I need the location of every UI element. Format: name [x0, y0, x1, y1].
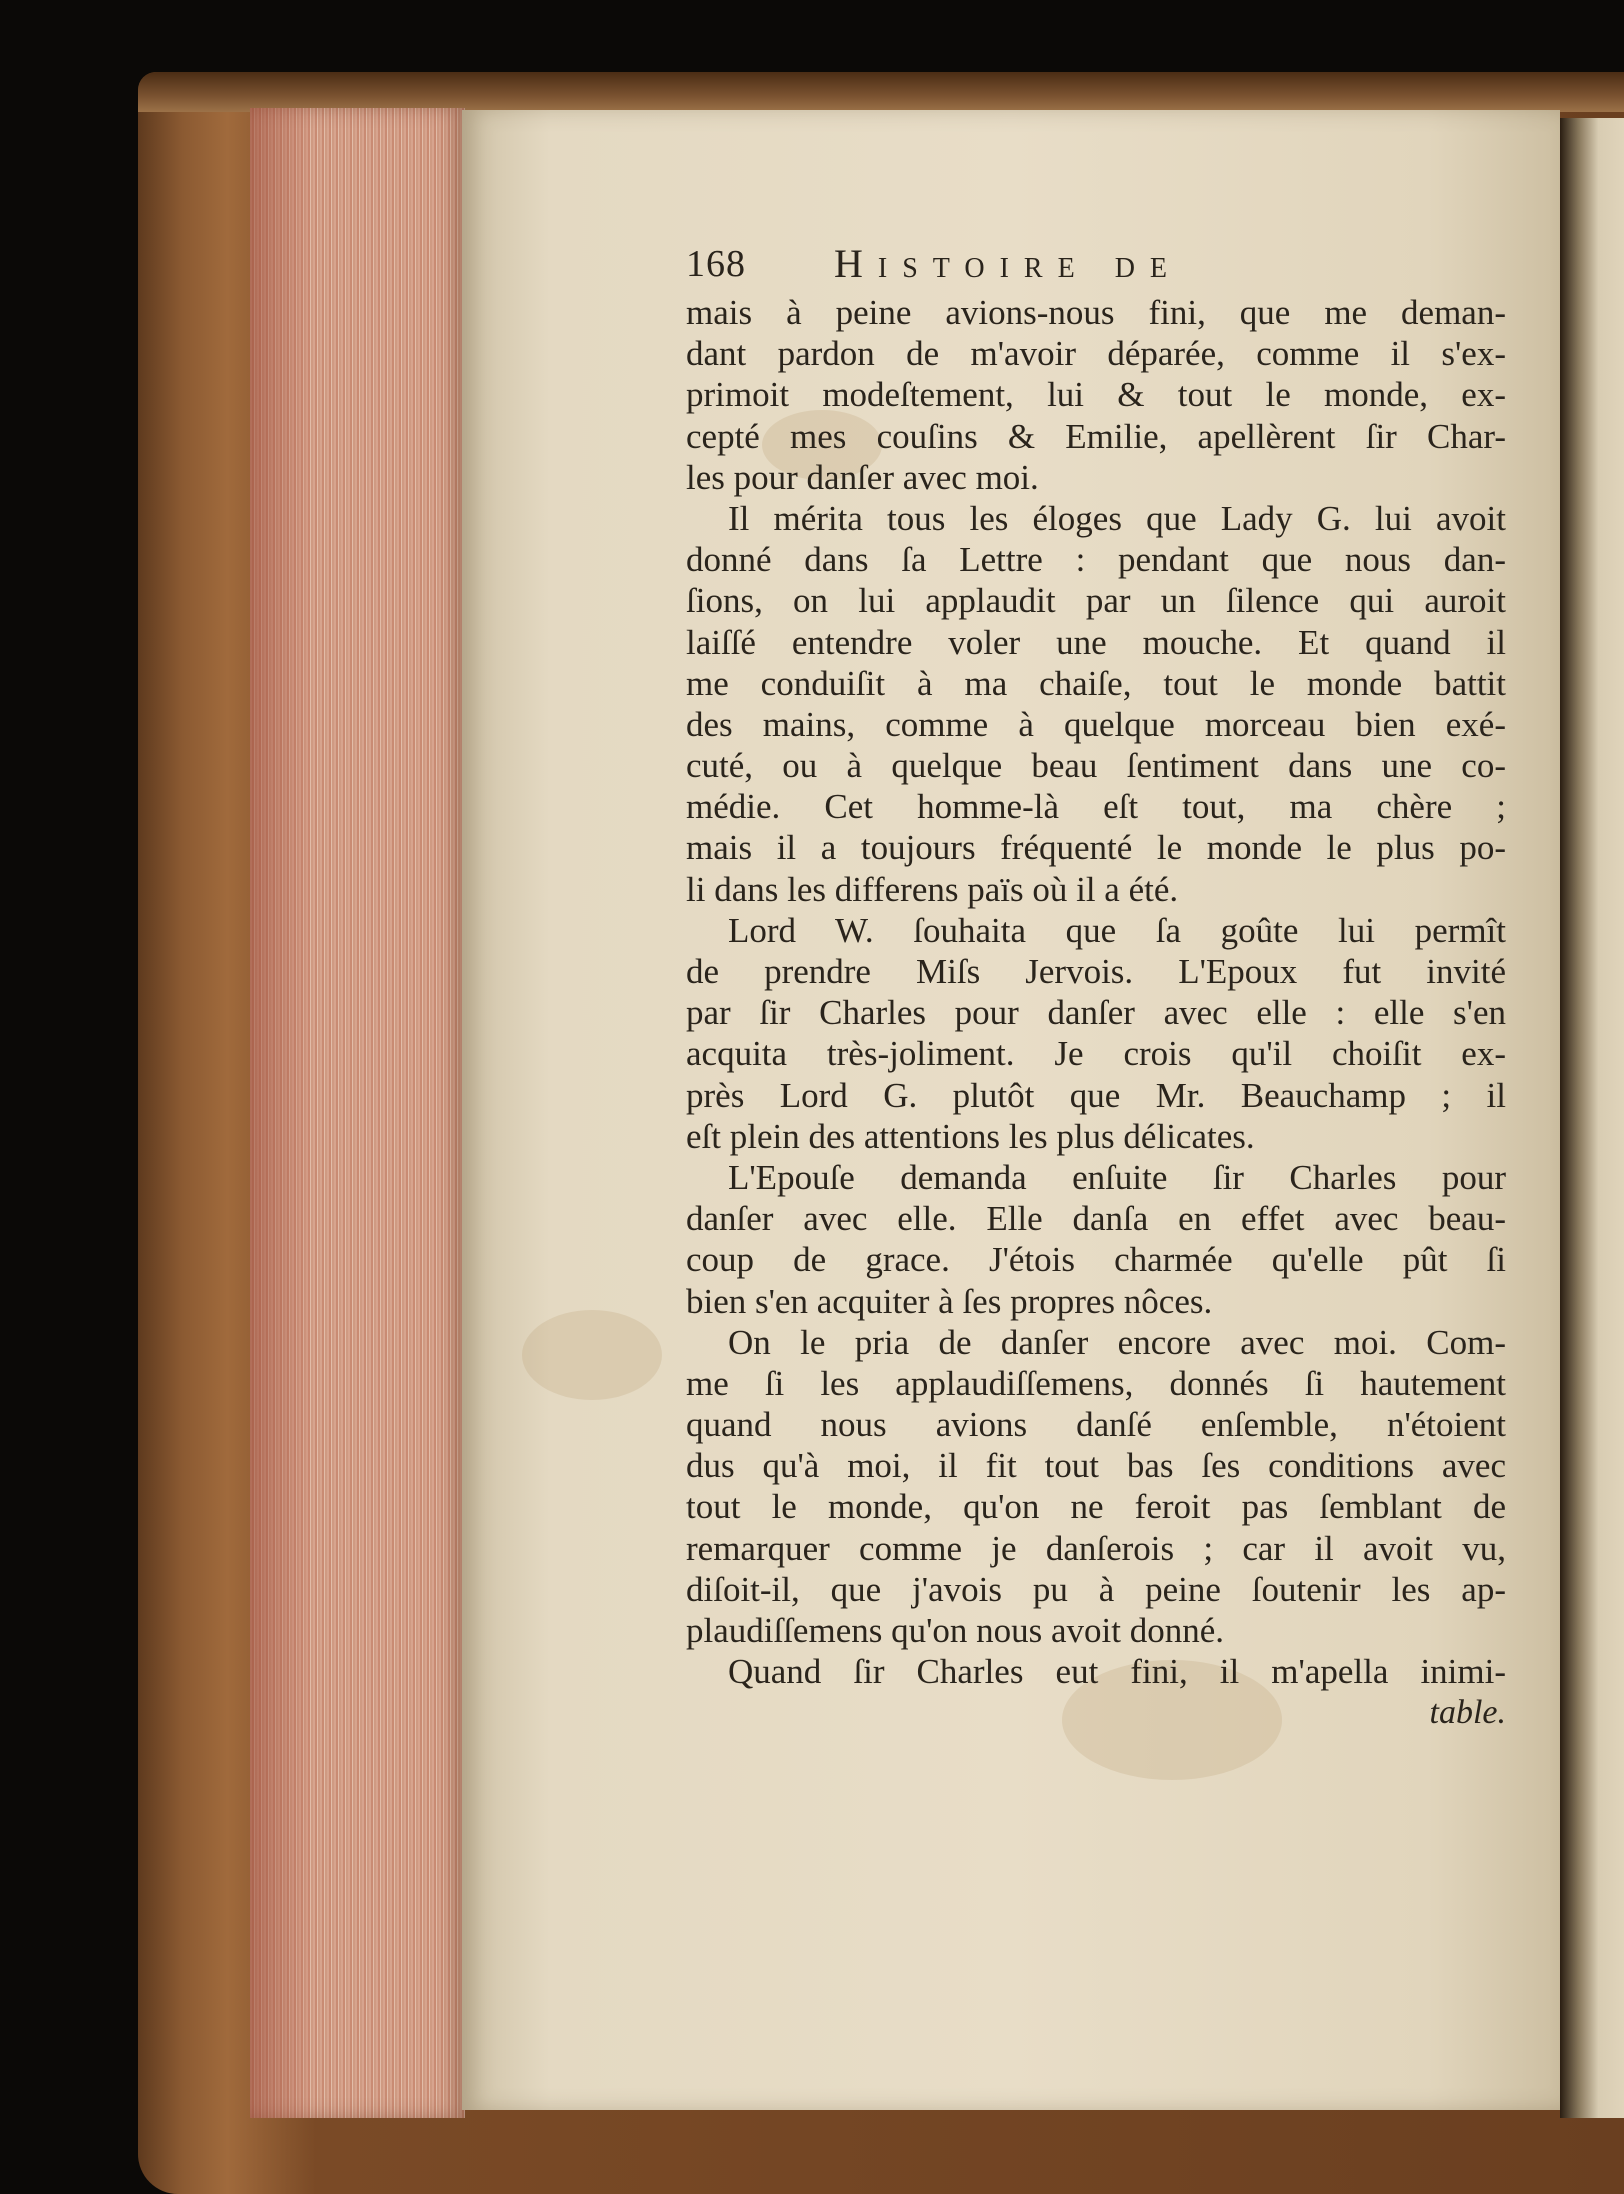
- foxing-stain: [522, 1310, 662, 1400]
- text-line: donné dans ſa Lettre : pendant que nous dan-: [686, 540, 1506, 580]
- body-text: [686, 292, 1506, 1692]
- page-header: [686, 232, 1506, 292]
- text-line: dus qu'à moi, il fit tout bas ſes conditions avec: [686, 1446, 1506, 1486]
- text-line: danſer avec elle. Elle danſa en effet avec beau-: [686, 1199, 1506, 1239]
- text-line: coup de grace. J'étois charmée qu'elle pût ſi: [686, 1240, 1506, 1280]
- running-head: Histoire de: [834, 241, 1183, 286]
- text-line: Quand ſir Charles eut fini, il m'apella inimi-: [728, 1652, 1506, 1692]
- text-line: Il mérita tous les éloges que Lady G. lui avoit: [728, 498, 1506, 538]
- text-line: laiſſé entendre voler une mouche. Et quand il: [686, 622, 1506, 662]
- page-number: 168: [686, 243, 746, 285]
- text-line: par ſir Charles pour danſer avec elle : elle s'en: [686, 993, 1506, 1033]
- text-line: me conduiſit à ma chaiſe, tout le monde battit: [686, 663, 1506, 703]
- text-line: mais à peine avions-nous fini, que me deman-: [686, 293, 1506, 332]
- text-line: remarquer comme je danſerois ; car il avoit vu,: [686, 1528, 1506, 1568]
- text-line: diſoit-il, que j'avois pu à peine ſoutenir les ap-: [686, 1569, 1506, 1609]
- book-top-edge: [138, 72, 1624, 112]
- text-line: mais il a toujours fréquenté le monde le plus po-: [686, 828, 1506, 868]
- catchword: table.: [1429, 1694, 1506, 1732]
- text-line: de prendre Miſs Jervois. L'Epoux fut invité: [686, 952, 1506, 991]
- text-line: On le pria de danſer encore avec moi. Com-: [728, 1322, 1506, 1362]
- text-line: quand nous avions danſé enſemble, n'étoient: [686, 1405, 1506, 1445]
- text-line: ſions, on lui applaudit par un ſilence qui auroit: [686, 581, 1506, 621]
- text-line: plaudiſſemens qu'on nous avoit donné.: [686, 1611, 1225, 1650]
- text-line: médie. Cet homme-là eſt tout, ma chère ;: [686, 787, 1506, 827]
- text-line: cepté mes couſins & Emilie, apellèrent ſir Char-: [686, 416, 1506, 456]
- text-line: acquita très-joliment. Je crois qu'il choiſit ex-: [686, 1034, 1506, 1074]
- text-line: dant pardon de m'avoir déparée, comme il s'ex-: [686, 334, 1506, 374]
- text-line: L'Epouſe demanda enſuite ſir Charles pour: [728, 1157, 1506, 1197]
- text-line: Lord W. ſouhaita que ſa goûte lui permît: [728, 910, 1506, 950]
- facing-page-edge: [1560, 118, 1624, 2118]
- text-line: des mains, comme à quelque morceau bien exé-: [686, 704, 1506, 744]
- text-line: les pour danſer avec moi.: [686, 457, 1039, 497]
- text-line: eſt plein des attentions les plus délicates.: [686, 1116, 1255, 1156]
- text-line: li dans les differens païs où il a été.: [686, 869, 1179, 909]
- page-stack-shadow: [250, 108, 310, 2118]
- text-line: primoit modeſtement, lui & tout le monde, ex-: [686, 375, 1506, 415]
- text-line: cuté, ou à quelque beau ſentiment dans une co-: [686, 746, 1506, 786]
- text-line: me ſi les applaudiſſemens, donnés ſi hautement: [686, 1363, 1506, 1403]
- text-line: tout le monde, qu'on ne feroit pas ſemblant de: [686, 1487, 1506, 1527]
- text-line: bien s'en acquiter à ſes propres nôces.: [686, 1281, 1213, 1321]
- text-line: près Lord G. plutôt que Mr. Beauchamp ; il: [686, 1075, 1506, 1115]
- text-block: [686, 232, 1506, 1733]
